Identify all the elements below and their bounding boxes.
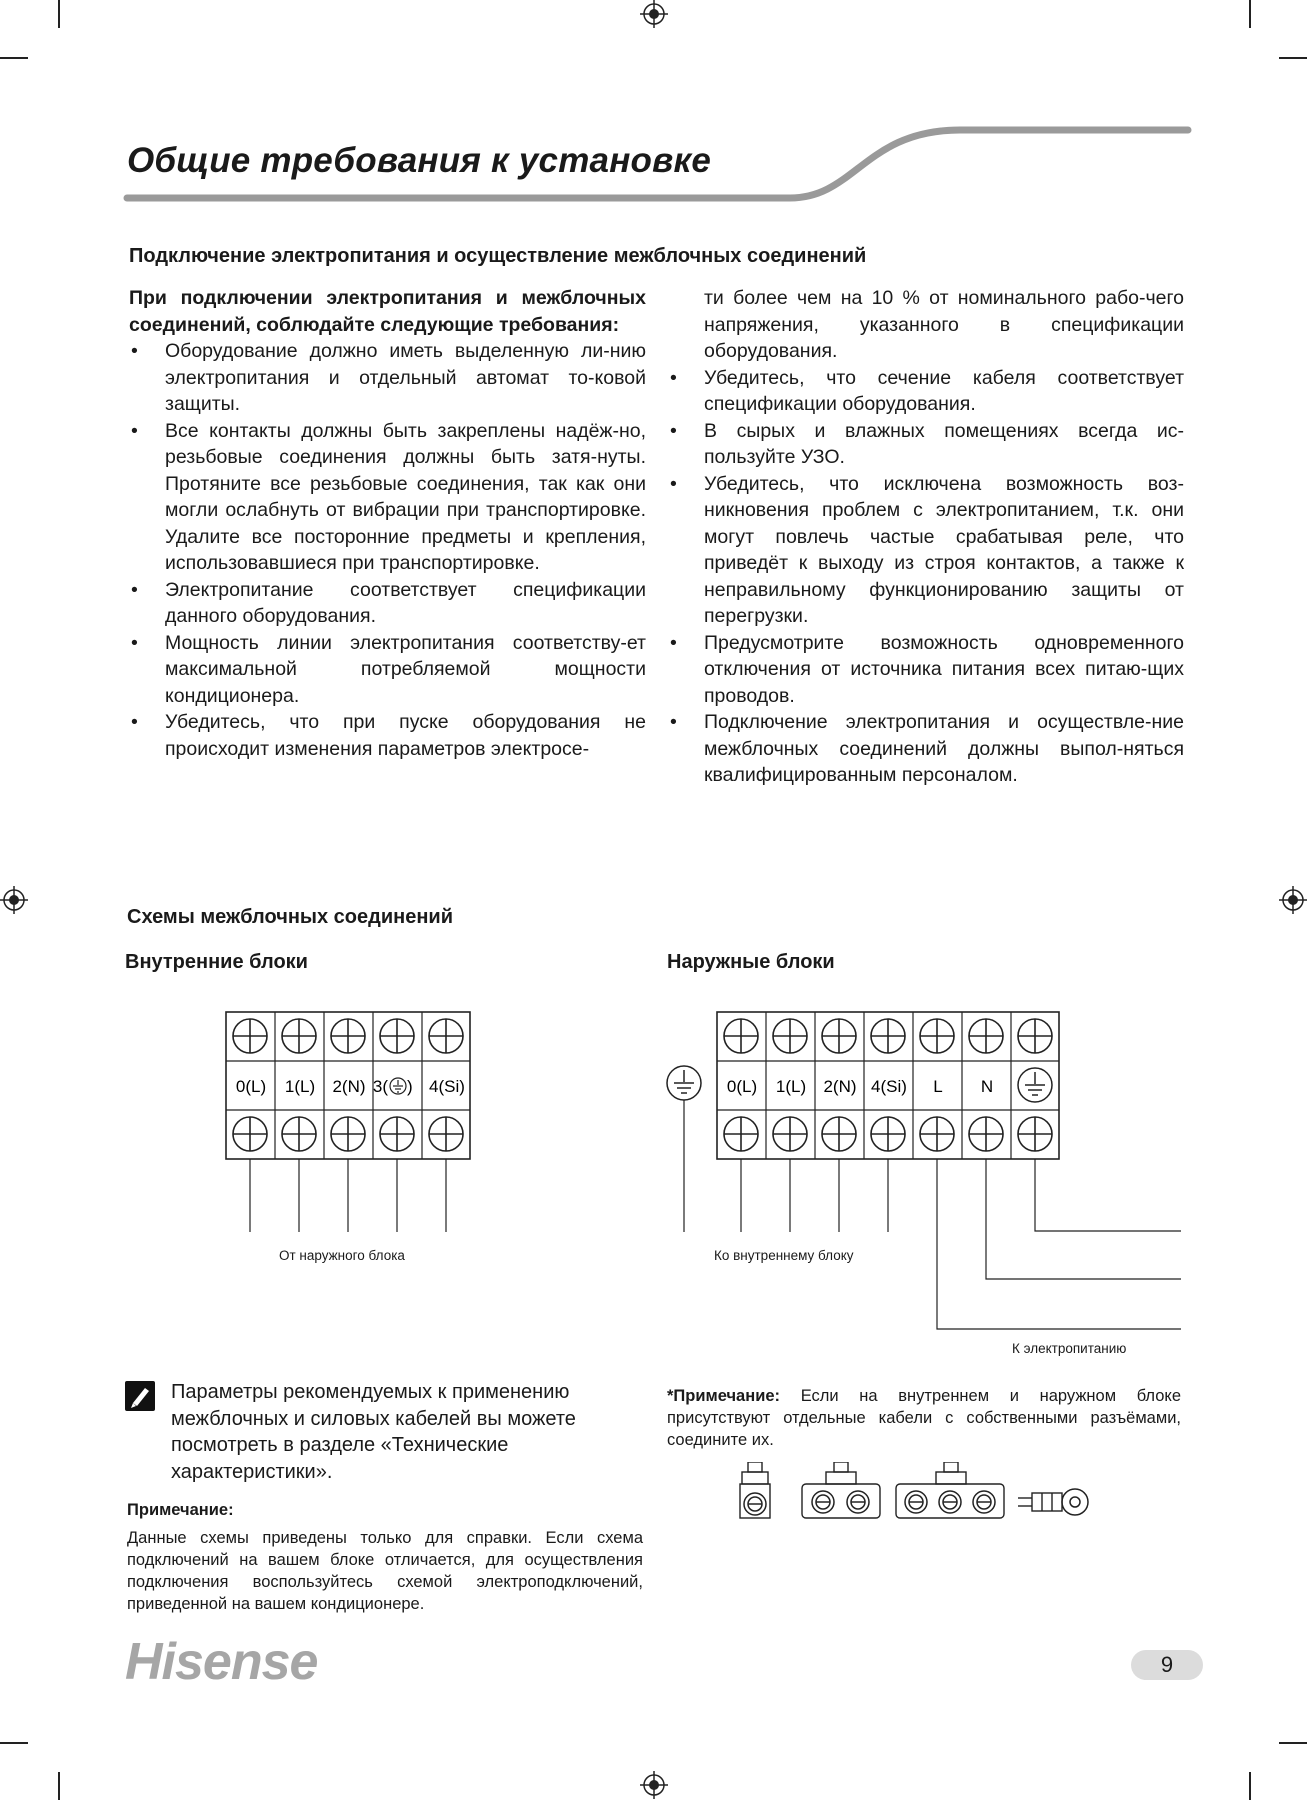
indoor-terminal-label: 2(N) xyxy=(332,1077,366,1096)
indoor-terminal-label: ) xyxy=(407,1077,413,1096)
section-heading: Подключение электропитания и осуществление межблочных соединений xyxy=(129,245,867,267)
connector-2pin xyxy=(802,1462,880,1518)
list-item: • Убедитесь, что при пуске оборудования не происходит изменения параметров электросе- xyxy=(129,709,646,762)
list-item: • Убедитесь, что исключена возможность воз-никновения проблем с электропитанием, т.к. они могут повлечь частые срабатывая реле, что приведёт к выходу из строя контактов, а также к неправильному функционированию защиты от перегрузки. xyxy=(668,471,1184,630)
ground-icon xyxy=(1018,1068,1052,1102)
outdoor-terminal-label: 0(L) xyxy=(726,1077,758,1096)
page-title: Общие требования к установке xyxy=(127,141,712,180)
outdoor-terminal-label: 1(L) xyxy=(775,1077,807,1096)
tip-text: Параметры рекомендуемых к применению межблочных и силовых кабелей вы можете посмотреть в разделе «Технические характеристики». xyxy=(171,1381,576,1483)
list-item: • Все контакты должны быть закреплены надёж-но, резьбовые соединения должны быть затя-нуты. Протяните все резьбовые соединения, так как они могли ослабнуть от вибрации при транспортировке. Удалите все посторонние предметы и крепления, использовавшиеся при транспортировке. xyxy=(129,418,646,577)
pen-icon xyxy=(125,1381,155,1411)
indoor-terminal-label: 3( xyxy=(372,1077,388,1096)
indoor-caption: От наружного блока xyxy=(279,1248,405,1263)
connector-3pin xyxy=(896,1462,1004,1518)
indoor-title: Внутренние блоки xyxy=(125,951,308,973)
diagrams-heading: Схемы межблочных соединений xyxy=(127,906,453,928)
star-note xyxy=(667,1385,1181,1451)
outdoor-terminal-label: N xyxy=(980,1077,994,1096)
ground-icon xyxy=(667,1066,701,1100)
outdoor-title: Наружные блоки xyxy=(667,951,835,973)
outdoor-terminal-label: 4(Si) xyxy=(871,1077,907,1096)
lead-text: При подключении электропитания и межблочных соединений, соблюдайте следующие требования: xyxy=(129,287,646,336)
list-item: • Подключение электропитания и осуществле-ние межблочных соединений должны выпол-няться квалифицированным персоналом. xyxy=(668,709,1184,789)
list-item: • Электропитание соответствует спецификации данного оборудования. xyxy=(129,577,646,630)
connector-illustration xyxy=(730,1462,1100,1532)
list-item: • В сырых и влажных помещениях всегда ис-пользуйте УЗО. xyxy=(668,418,1184,471)
continued-text: ти более чем на 10 % от номинального рабо-чего напряжения, указанного в спецификации оборудования. xyxy=(704,287,1184,362)
indoor-terminal-label: 1(L) xyxy=(284,1077,316,1096)
brand-logo: Hisense xyxy=(125,1633,318,1691)
outdoor-power-caption: К электропитанию xyxy=(1012,1341,1127,1356)
star-note-label: *Примечание: xyxy=(667,1387,781,1405)
connector-1pin xyxy=(740,1462,770,1518)
ring-terminal xyxy=(1018,1489,1088,1515)
star-note-text: Если на внутреннем и наружном блоке присутствуют отдельные кабели с собственными разъёмами, соедините их. xyxy=(667,1387,1181,1449)
list-item: • Предусмотрите возможность одновременного отключения от источника питания всех питаю-щих проводов. xyxy=(668,630,1184,710)
list-item: • Убедитесь, что сечение кабеля соответствует спецификации оборудования. xyxy=(668,365,1184,418)
list-item: • Оборудование должно иметь выделенную ли-нию электропитания и отдельный автомат то-ковой защиты. xyxy=(129,338,646,418)
indoor-terminal-label: 4(Si) xyxy=(429,1077,465,1096)
page-number: 9 xyxy=(1131,1650,1203,1680)
note-text: Данные схемы приведены только для справки. Если схема подключений на вашем блоке отличается, для осуществления подключения воспользуйтесь схемой электроподключений, приведенной на вашем кондиционере. xyxy=(127,1529,643,1613)
outdoor-terminal-label: 2(N) xyxy=(823,1077,857,1096)
list-item: • Мощность линии электропитания соответству-ет максимальной потребляемой мощности кондиционера. xyxy=(129,630,646,710)
indoor-terminal-label: 0(L) xyxy=(235,1077,267,1096)
outdoor-indoor-caption: Ко внутреннему блоку xyxy=(714,1248,854,1263)
note-title: Примечание: xyxy=(127,1501,234,1519)
outdoor-terminal-label: L xyxy=(933,1077,943,1096)
